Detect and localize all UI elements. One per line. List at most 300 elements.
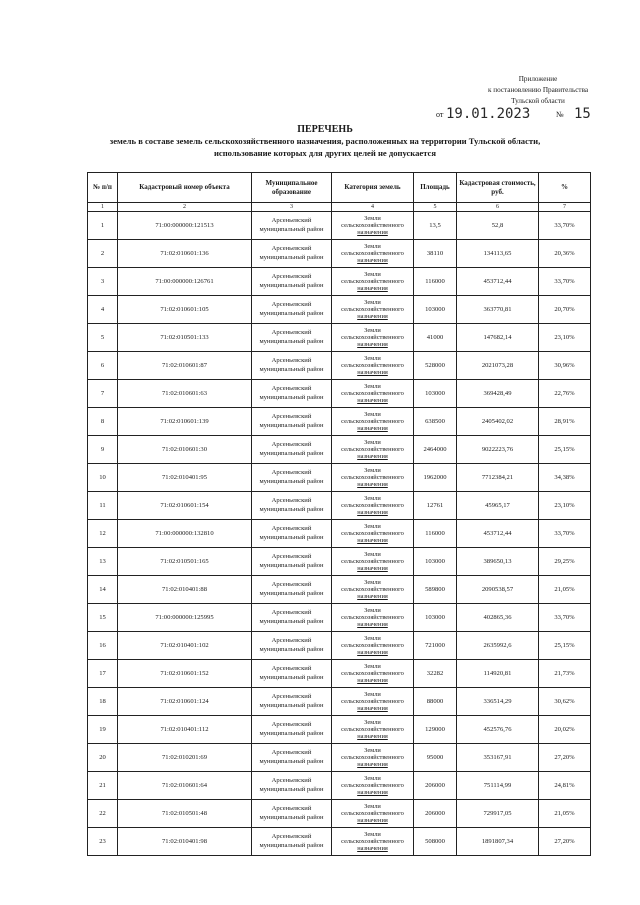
category-line: назначения (357, 313, 388, 321)
municipality-line: муниципальный район (259, 477, 324, 485)
municipality-line: Арсеньевский (271, 217, 312, 224)
area-cell: 206000 (414, 772, 457, 800)
area-cell: 12761 (414, 492, 457, 520)
municipality-line: Арсеньевский (271, 525, 312, 532)
category-line: назначения (357, 565, 388, 573)
column-number: 7 (539, 203, 591, 212)
municipality-line: Арсеньевский (271, 357, 312, 364)
municipality-line: муниципальный район (259, 253, 324, 261)
table-row (88, 240, 591, 268)
municipality-cell (252, 716, 332, 744)
table-row (88, 268, 591, 296)
row-number: 14 (88, 576, 118, 604)
cadastral-number: 71:02:010601:64 (118, 772, 252, 800)
area-cell: 206000 (414, 800, 457, 828)
municipality-line: Арсеньевский (271, 245, 312, 252)
cadastral-cost-cell: 353167,91 (457, 744, 539, 772)
cadastral-number: 71:02:010401:95 (118, 464, 252, 492)
municipality-line: муниципальный район (259, 785, 324, 793)
land-category-cell (332, 800, 414, 828)
municipality-cell (252, 520, 332, 548)
cadastral-number: 71:02:010401:98 (118, 828, 252, 856)
category-line: Земли (364, 270, 381, 278)
percent-cell: 21,05% (539, 800, 591, 828)
municipality-cell (252, 324, 332, 352)
category-line: сельскохозяйственного (341, 277, 404, 285)
row-number: 8 (88, 408, 118, 436)
area-cell: 41000 (414, 324, 457, 352)
land-category-cell (332, 436, 414, 464)
area-cell: 528000 (414, 352, 457, 380)
number-value: 15 (574, 106, 591, 122)
land-category-cell (332, 772, 414, 800)
category-line: Земли (364, 746, 381, 754)
category-line: Земли (364, 298, 381, 306)
percent-cell: 33,70% (539, 268, 591, 296)
category-line: Земли (364, 326, 381, 334)
document-subtitle-line1: земель в составе земель сельскохозяйственного назначения, расположенных на территории Тульской области, (109, 136, 541, 146)
area-cell: 508000 (414, 828, 457, 856)
municipality-line: муниципальный район (259, 337, 324, 345)
cadastral-number: 71:02:010601:136 (118, 240, 252, 268)
municipality-cell (252, 772, 332, 800)
category-line: назначения (357, 229, 388, 237)
category-line: назначения (357, 425, 388, 433)
category-line: сельскохозяйственного (341, 221, 404, 229)
category-line: сельскохозяйственного (341, 725, 404, 733)
category-line: Земли (364, 662, 381, 670)
municipality-cell (252, 296, 332, 324)
cadastral-cost-cell: 336514,29 (457, 688, 539, 716)
cadastral-number: 71:00:000000:132810 (118, 520, 252, 548)
category-line: сельскохозяйственного (341, 445, 404, 453)
category-line: Земли (364, 578, 381, 586)
percent-cell: 34,38% (539, 464, 591, 492)
area-cell: 2464000 (414, 436, 457, 464)
cadastral-number: 71:00:000000:126761 (118, 268, 252, 296)
cadastral-cost-cell: 453712,44 (457, 520, 539, 548)
category-line: Земли (364, 634, 381, 642)
municipality-line: Арсеньевский (271, 469, 312, 476)
area-cell: 103000 (414, 380, 457, 408)
category-line: Земли (364, 550, 381, 558)
percent-cell: 25,15% (539, 436, 591, 464)
municipality-line: Арсеньевский (271, 777, 312, 784)
municipality-cell (252, 240, 332, 268)
category-line: Земли (364, 774, 381, 782)
cadastral-number: 71:02:010201:69 (118, 744, 252, 772)
municipality-cell (252, 604, 332, 632)
category-line: Земли (364, 466, 381, 474)
cadastral-cost-cell: 45965,17 (457, 492, 539, 520)
table-row (88, 436, 591, 464)
number-prefix: № (556, 110, 564, 119)
cadastral-cost-cell: 369428,49 (457, 380, 539, 408)
cadastral-number: 71:02:010401:112 (118, 716, 252, 744)
category-line: сельскохозяйственного (341, 361, 404, 369)
municipality-cell (252, 576, 332, 604)
category-line: назначения (357, 369, 388, 377)
area-cell: 116000 (414, 520, 457, 548)
municipality-cell (252, 380, 332, 408)
table-row (88, 800, 591, 828)
area-cell: 116000 (414, 268, 457, 296)
municipality-cell (252, 268, 332, 296)
column-header: Площадь (414, 173, 457, 203)
cadastral-number: 71:00:000000:121513 (118, 212, 252, 240)
row-number: 21 (88, 772, 118, 800)
table-row (88, 548, 591, 576)
category-line: сельскохозяйственного (341, 473, 404, 481)
date-prefix: от (436, 110, 444, 119)
municipality-line: муниципальный район (259, 365, 324, 373)
municipality-line: муниципальный район (259, 309, 324, 317)
category-line: Земли (364, 410, 381, 418)
percent-cell: 29,25% (539, 548, 591, 576)
land-category-cell (332, 604, 414, 632)
municipality-line: муниципальный район (259, 393, 324, 401)
category-line: Земли (364, 214, 381, 222)
municipality-line: Арсеньевский (271, 609, 312, 616)
category-line: назначения (357, 397, 388, 405)
land-category-cell (332, 408, 414, 436)
table-row (88, 352, 591, 380)
municipality-cell (252, 436, 332, 464)
category-line: сельскохозяйственного (341, 809, 404, 817)
category-line: назначения (357, 341, 388, 349)
land-category-cell (332, 688, 414, 716)
cadastral-cost-cell: 751114,99 (457, 772, 539, 800)
municipality-line: Арсеньевский (271, 441, 312, 448)
cadastral-number: 71:02:010401:88 (118, 576, 252, 604)
row-number: 17 (88, 660, 118, 688)
category-line: сельскохозяйственного (341, 557, 404, 565)
percent-cell: 30,62% (539, 688, 591, 716)
column-header: № п/п (88, 173, 118, 203)
percent-cell: 33,70% (539, 604, 591, 632)
category-line: сельскохозяйственного (341, 613, 404, 621)
cadastral-number: 71:02:010601:105 (118, 296, 252, 324)
row-number: 11 (88, 492, 118, 520)
category-line: Земли (364, 522, 381, 530)
land-category-cell (332, 548, 414, 576)
category-line: сельскохозяйственного (341, 417, 404, 425)
category-line: сельскохозяйственного (341, 753, 404, 761)
row-number: 4 (88, 296, 118, 324)
table-row (88, 660, 591, 688)
category-line: назначения (357, 845, 388, 853)
municipality-line: муниципальный район (259, 729, 324, 737)
municipality-line: Арсеньевский (271, 413, 312, 420)
document-title: ПЕРЕЧЕНЬ (297, 124, 353, 135)
cadastral-cost-cell: 9022223,76 (457, 436, 539, 464)
row-number: 6 (88, 352, 118, 380)
municipality-line: Арсеньевский (271, 497, 312, 504)
category-line: сельскохозяйственного (341, 389, 404, 397)
cadastral-cost-cell: 729917,05 (457, 800, 539, 828)
table-header-row (88, 173, 591, 203)
date-value: 19.01.2023 (446, 106, 531, 122)
land-category-cell (332, 464, 414, 492)
area-cell: 32282 (414, 660, 457, 688)
row-number: 3 (88, 268, 118, 296)
cadastral-cost-cell: 452576,76 (457, 716, 539, 744)
area-cell: 1962000 (414, 464, 457, 492)
percent-cell: 22,76% (539, 380, 591, 408)
municipality-line: муниципальный район (259, 589, 324, 597)
municipality-line: муниципальный район (259, 645, 324, 653)
table-row (88, 212, 591, 240)
land-category-cell (332, 716, 414, 744)
land-list-table (87, 172, 591, 856)
column-number: 1 (88, 203, 118, 212)
percent-cell: 27,20% (539, 744, 591, 772)
row-number: 2 (88, 240, 118, 268)
row-number: 18 (88, 688, 118, 716)
cadastral-cost-cell: 402865,36 (457, 604, 539, 632)
cadastral-cost-cell: 2635992,6 (457, 632, 539, 660)
percent-cell: 30,96% (539, 352, 591, 380)
table-row (88, 380, 591, 408)
cadastral-number: 71:02:010401:102 (118, 632, 252, 660)
municipality-line: Арсеньевский (271, 385, 312, 392)
row-number: 1 (88, 212, 118, 240)
cadastral-cost-cell: 2021073,28 (457, 352, 539, 380)
cadastral-number: 71:02:010601:124 (118, 688, 252, 716)
category-line: сельскохозяйственного (341, 641, 404, 649)
document-subtitle-line2: использование которых для других целей не допускается (213, 148, 437, 158)
municipality-line: муниципальный район (259, 449, 324, 457)
category-line: назначения (357, 705, 388, 713)
cadastral-cost-cell: 2405402,02 (457, 408, 539, 436)
municipality-cell (252, 408, 332, 436)
area-cell: 103000 (414, 604, 457, 632)
category-line: назначения (357, 789, 388, 797)
category-line: сельскохозяйственного (341, 529, 404, 537)
cadastral-number: 71:02:010601:139 (118, 408, 252, 436)
land-category-cell (332, 520, 414, 548)
municipality-cell (252, 548, 332, 576)
percent-cell: 25,15% (539, 632, 591, 660)
cadastral-cost-cell: 389650,13 (457, 548, 539, 576)
land-category-cell (332, 380, 414, 408)
percent-cell: 21,73% (539, 660, 591, 688)
appendix-block (468, 74, 608, 107)
row-number: 13 (88, 548, 118, 576)
municipality-line: муниципальный район (259, 421, 324, 429)
table-row (88, 744, 591, 772)
table-row (88, 604, 591, 632)
row-number: 19 (88, 716, 118, 744)
municipality-cell (252, 744, 332, 772)
municipality-line: Арсеньевский (271, 329, 312, 336)
land-category-cell (332, 744, 414, 772)
municipality-cell (252, 492, 332, 520)
row-number: 16 (88, 632, 118, 660)
category-line: назначения (357, 761, 388, 769)
category-line: сельскохозяйственного (341, 837, 404, 845)
category-line: назначения (357, 285, 388, 293)
category-line: сельскохозяйственного (341, 697, 404, 705)
municipality-line: Арсеньевский (271, 665, 312, 672)
municipality-line: Арсеньевский (271, 833, 312, 840)
cadastral-number: 71:02:010501:133 (118, 324, 252, 352)
category-line: Земли (364, 354, 381, 362)
table-row (88, 492, 591, 520)
area-cell: 95000 (414, 744, 457, 772)
cadastral-number: 71:02:010601:63 (118, 380, 252, 408)
column-header: Кадастровая стоимость, руб. (457, 173, 539, 203)
municipality-line: муниципальный район (259, 533, 324, 541)
municipality-cell (252, 352, 332, 380)
municipality-line: муниципальный район (259, 225, 324, 233)
category-line: сельскохозяйственного (341, 501, 404, 509)
category-line: Земли (364, 494, 381, 502)
cadastral-cost-cell: 147682,14 (457, 324, 539, 352)
row-number: 12 (88, 520, 118, 548)
appendix-line: Приложение (518, 75, 558, 83)
category-line: сельскохозяйственного (341, 249, 404, 257)
municipality-line: Арсеньевский (271, 637, 312, 644)
percent-cell: 24,81% (539, 772, 591, 800)
table-row (88, 576, 591, 604)
row-number: 9 (88, 436, 118, 464)
category-line: назначения (357, 593, 388, 601)
category-line: сельскохозяйственного (341, 305, 404, 313)
municipality-line: муниципальный район (259, 617, 324, 625)
cadastral-cost-cell: 134113,65 (457, 240, 539, 268)
row-number: 23 (88, 828, 118, 856)
table-body (88, 212, 591, 856)
land-category-cell (332, 352, 414, 380)
municipality-line: Арсеньевский (271, 581, 312, 588)
category-line: назначения (357, 481, 388, 489)
municipality-cell (252, 660, 332, 688)
cadastral-number: 71:00:000000:125995 (118, 604, 252, 632)
cadastral-cost-cell: 453712,44 (457, 268, 539, 296)
municipality-line: муниципальный район (259, 505, 324, 513)
area-cell: 13,5 (414, 212, 457, 240)
percent-cell: 28,91% (539, 408, 591, 436)
cadastral-cost-cell: 114920,81 (457, 660, 539, 688)
category-line: Земли (364, 382, 381, 390)
category-line: назначения (357, 509, 388, 517)
land-category-cell (332, 240, 414, 268)
category-line: сельскохозяйственного (341, 333, 404, 341)
column-header: Категория земель (332, 173, 414, 203)
category-line: Земли (364, 718, 381, 726)
cadastral-cost-cell: 1891807,34 (457, 828, 539, 856)
municipality-line: Арсеньевский (271, 749, 312, 756)
municipality-line: Арсеньевский (271, 273, 312, 280)
table-row (88, 688, 591, 716)
category-line: назначения (357, 537, 388, 545)
row-number: 20 (88, 744, 118, 772)
land-category-cell (332, 296, 414, 324)
column-header: Муниципальное образование (252, 173, 332, 203)
column-number-row (88, 203, 591, 212)
municipality-line: Арсеньевский (271, 805, 312, 812)
cadastral-cost-cell: 52,8 (457, 212, 539, 240)
table-row (88, 520, 591, 548)
column-header: % (539, 173, 591, 203)
municipality-line: муниципальный район (259, 701, 324, 709)
category-line: назначения (357, 621, 388, 629)
category-line: сельскохозяйственного (341, 781, 404, 789)
appendix-line: Тульской области (511, 97, 565, 105)
table-row (88, 296, 591, 324)
area-cell: 721000 (414, 632, 457, 660)
category-line: сельскохозяйственного (341, 585, 404, 593)
percent-cell: 20,02% (539, 716, 591, 744)
row-number: 7 (88, 380, 118, 408)
percent-cell: 33,70% (539, 212, 591, 240)
table-row (88, 632, 591, 660)
municipality-cell (252, 688, 332, 716)
row-number: 22 (88, 800, 118, 828)
row-number: 10 (88, 464, 118, 492)
area-cell: 88000 (414, 688, 457, 716)
category-line: Земли (364, 830, 381, 838)
area-cell: 129000 (414, 716, 457, 744)
land-category-cell (332, 828, 414, 856)
row-number: 5 (88, 324, 118, 352)
table-row (88, 324, 591, 352)
area-cell: 38110 (414, 240, 457, 268)
municipality-line: муниципальный район (259, 561, 324, 569)
land-category-cell (332, 324, 414, 352)
cadastral-number: 71:02:010601:87 (118, 352, 252, 380)
area-cell: 103000 (414, 548, 457, 576)
category-line: Земли (364, 438, 381, 446)
column-number: 4 (332, 203, 414, 212)
column-number: 3 (252, 203, 332, 212)
land-category-cell (332, 632, 414, 660)
category-line: Земли (364, 802, 381, 810)
percent-cell: 20,70% (539, 296, 591, 324)
category-line: Земли (364, 242, 381, 250)
appendix-line: к постановлению Правительства (487, 86, 589, 94)
table-row (88, 408, 591, 436)
municipality-cell (252, 632, 332, 660)
municipality-line: муниципальный район (259, 757, 324, 765)
cadastral-cost-cell: 2090538,57 (457, 576, 539, 604)
column-header: Кадастровый номер объекта (118, 173, 252, 203)
table-row (88, 464, 591, 492)
land-category-cell (332, 212, 414, 240)
cadastral-number: 71:02:010601:152 (118, 660, 252, 688)
row-number: 15 (88, 604, 118, 632)
area-cell: 589800 (414, 576, 457, 604)
percent-cell: 20,36% (539, 240, 591, 268)
column-number: 5 (414, 203, 457, 212)
municipality-cell (252, 212, 332, 240)
area-cell: 638500 (414, 408, 457, 436)
municipality-line: Арсеньевский (271, 721, 312, 728)
land-category-cell (332, 268, 414, 296)
municipality-line: муниципальный район (259, 841, 324, 849)
cadastral-cost-cell: 363770,81 (457, 296, 539, 324)
municipality-line: Арсеньевский (271, 553, 312, 560)
land-category-cell (332, 660, 414, 688)
category-line: Земли (364, 690, 381, 698)
land-category-cell (332, 576, 414, 604)
municipality-line: Арсеньевский (271, 693, 312, 700)
percent-cell: 27,20% (539, 828, 591, 856)
category-line: сельскохозяйственного (341, 669, 404, 677)
category-line: назначения (357, 733, 388, 741)
municipality-line: муниципальный район (259, 281, 324, 289)
